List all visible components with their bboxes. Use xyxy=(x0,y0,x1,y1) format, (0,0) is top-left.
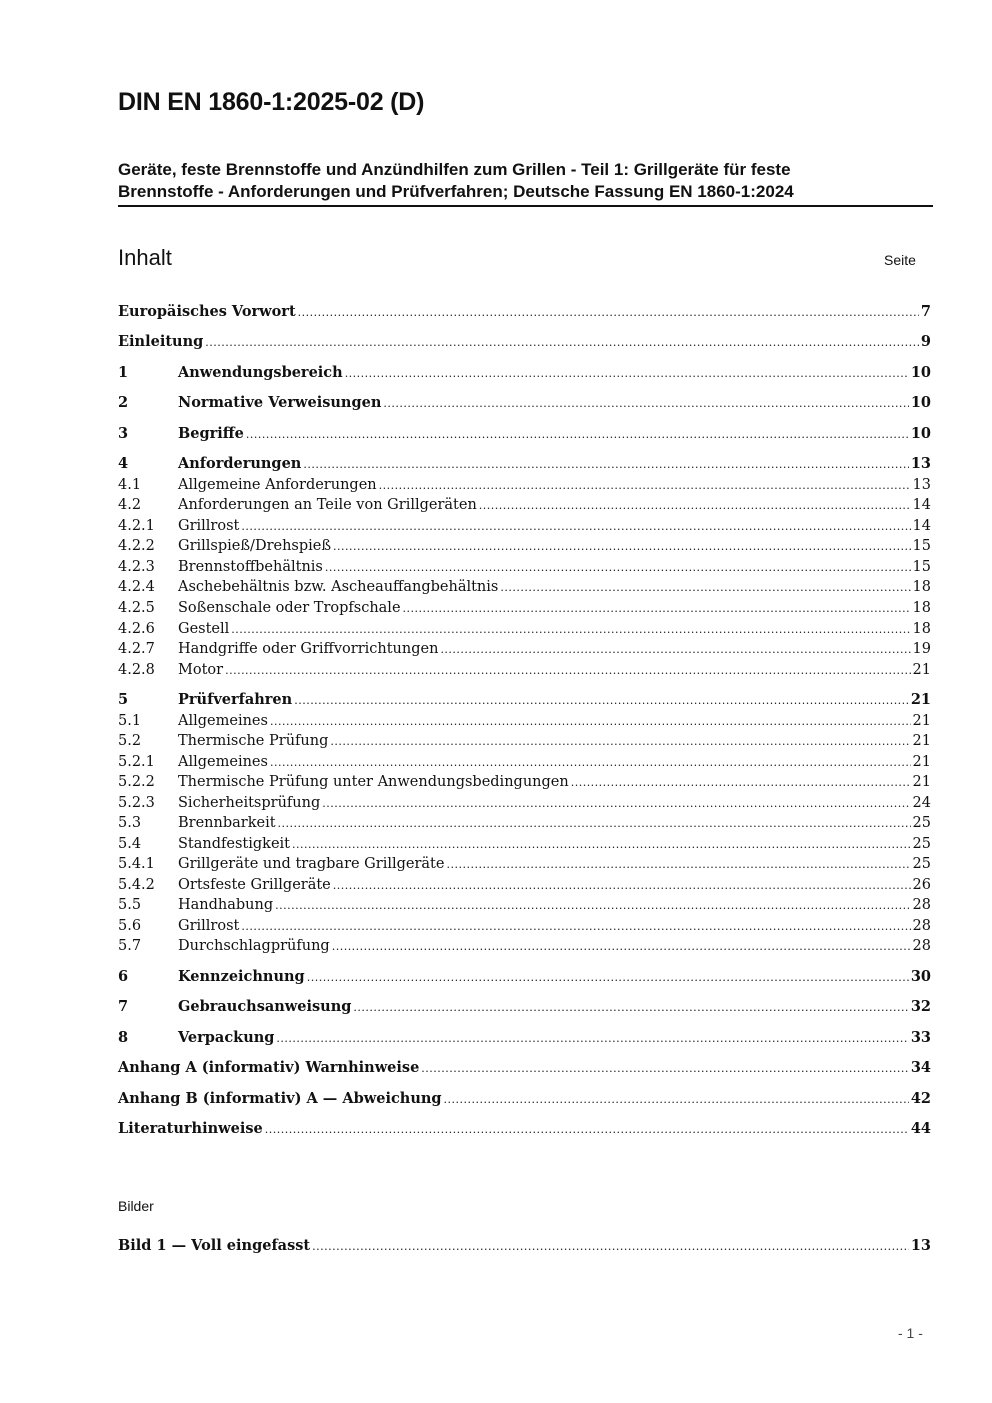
toc-entry-title: Thermische Prüfung xyxy=(178,733,329,749)
toc-entry-title: Anforderungen an Teile von Grillgeräten xyxy=(178,497,477,513)
toc-entry-page: 15 xyxy=(912,559,931,575)
toc-entry-page: 28 xyxy=(912,938,931,954)
toc-entry-page: 9 xyxy=(920,333,931,350)
toc-entry[interactable] xyxy=(118,1028,931,1048)
toc-entry-number: 1 xyxy=(118,364,129,381)
toc-entry-page: 33 xyxy=(910,1029,931,1046)
toc-entry[interactable] xyxy=(118,711,931,731)
toc-dot-leader xyxy=(500,578,910,598)
toc-entry[interactable] xyxy=(118,793,931,813)
toc-entry-title: Anforderungen xyxy=(178,455,302,472)
toc-entry-number: 5.5 xyxy=(118,897,142,913)
toc-entry[interactable] xyxy=(118,813,931,833)
toc-entry[interactable] xyxy=(118,495,931,515)
toc-entry-number: 5.4 xyxy=(118,836,142,852)
toc-dot-leader xyxy=(303,455,908,475)
toc-entry[interactable] xyxy=(118,997,931,1017)
toc-entry[interactable] xyxy=(118,875,931,895)
toc-entry-title: Gestell xyxy=(178,621,230,637)
toc-entry-page: 34 xyxy=(910,1059,931,1076)
toc-entry-page: 18 xyxy=(912,600,931,616)
toc-entry-page: 32 xyxy=(910,998,931,1015)
toc-entry-number: 5.4.2 xyxy=(118,877,155,893)
toc-entry-title: Grillgeräte und tragbare Grillgeräte xyxy=(178,856,445,872)
toc-entry[interactable] xyxy=(118,639,931,659)
toc-dot-leader xyxy=(278,814,911,834)
toc-entry-title: Allgemeines xyxy=(178,713,268,729)
toc-entry-page: 13 xyxy=(910,1237,931,1254)
toc-entry-title: Literaturhinweise xyxy=(118,1120,263,1137)
toc-entry-title: Grillrost xyxy=(178,518,240,534)
toc-entry[interactable] xyxy=(118,577,931,597)
toc-dot-leader xyxy=(446,855,910,875)
toc-entry[interactable] xyxy=(118,598,931,618)
toc-entry[interactable] xyxy=(118,752,931,772)
toc-dot-leader xyxy=(353,998,908,1018)
toc-dot-leader xyxy=(333,537,911,557)
toc-dot-leader xyxy=(275,896,910,916)
toc-dot-leader xyxy=(312,1237,909,1257)
toc-dot-leader xyxy=(421,1059,909,1079)
toc-entry-page: 21 xyxy=(912,733,931,749)
toc-entry[interactable] xyxy=(118,854,931,874)
toc-entry-number: 4.2.5 xyxy=(118,600,155,616)
toc-entry-title: Europäisches Vorwort xyxy=(118,303,296,320)
toc-entry-title: Ortsfeste Grillgeräte xyxy=(178,877,331,893)
toc-entry-page: 19 xyxy=(912,641,931,657)
toc-entry-page: 18 xyxy=(912,579,931,595)
toc-entry[interactable] xyxy=(118,424,931,444)
toc-dot-leader xyxy=(241,917,910,937)
toc-entry-title: Handhabung xyxy=(178,897,274,913)
toc-entry-page: 13 xyxy=(910,455,931,472)
toc-entry[interactable] xyxy=(118,967,931,987)
toc-dot-leader xyxy=(246,425,909,445)
toc-entry-title: Handgriffe oder Griffvorrichtungen xyxy=(178,641,439,657)
toc-dot-leader xyxy=(265,1120,909,1140)
toc-dot-leader xyxy=(479,496,911,516)
toc-dot-leader xyxy=(325,558,911,578)
toc-dot-leader xyxy=(298,303,919,323)
toc-entry-number: 5.3 xyxy=(118,815,142,831)
toc-entry-title: Anhang B (informativ) A — Abweichung xyxy=(118,1090,442,1107)
toc-entry-page: 13 xyxy=(912,477,931,493)
toc-entry[interactable] xyxy=(118,332,931,352)
toc-dot-leader xyxy=(292,835,911,855)
toc-entry-number: 4.2.6 xyxy=(118,621,155,637)
toc-entry-number: 4.1 xyxy=(118,477,142,493)
toc-entry-number: 5.2.2 xyxy=(118,774,155,790)
toc-entry-number: 3 xyxy=(118,425,129,442)
subtitle-line-1: Geräte, feste Brennstoffe und Anzündhilfen zum Grillen - Teil 1: Grillgeräte für feste xyxy=(118,160,791,179)
toc-entry-number: 4.2.7 xyxy=(118,641,155,657)
toc-entry-title: Grillspieß/Drehspieß xyxy=(178,538,332,554)
toc-entry-number: 4.2.3 xyxy=(118,559,155,575)
toc-entry[interactable] xyxy=(118,660,931,680)
toc-heading: Inhalt xyxy=(118,245,172,270)
toc-entry-page: 14 xyxy=(912,518,931,534)
toc-entry-page: 42 xyxy=(910,1090,931,1107)
document-subtitle xyxy=(118,159,933,207)
toc-dot-leader xyxy=(276,1029,908,1049)
toc-entry[interactable] xyxy=(118,772,931,792)
toc-entry-page: 30 xyxy=(910,968,931,985)
toc-entry[interactable] xyxy=(118,393,931,413)
toc-dot-leader xyxy=(333,876,911,896)
toc-entry-page: 21 xyxy=(912,662,931,678)
toc-dot-leader xyxy=(332,937,911,957)
toc-entry-page: 21 xyxy=(910,691,931,708)
toc-entry[interactable] xyxy=(118,536,931,556)
toc-entry-number: 5.4.1 xyxy=(118,856,155,872)
toc-entry[interactable] xyxy=(118,834,931,854)
toc-entry-page: 28 xyxy=(912,918,931,934)
toc-entry[interactable] xyxy=(118,731,931,751)
toc-dot-leader xyxy=(307,968,909,988)
toc-dot-leader xyxy=(205,333,919,353)
toc-entry-page: 10 xyxy=(910,364,931,381)
toc-entry[interactable] xyxy=(118,1089,931,1109)
toc-entry-number: 8 xyxy=(118,1029,129,1046)
toc-entry[interactable] xyxy=(118,895,931,915)
toc-entry-title: Thermische Prüfung unter Anwendungsbedingungen xyxy=(178,774,569,790)
toc-dot-leader xyxy=(403,599,911,619)
toc-entry[interactable] xyxy=(118,690,931,710)
toc-entry[interactable] xyxy=(118,1058,931,1078)
toc-entry-title: Allgemeines xyxy=(178,754,268,770)
toc-entry[interactable] xyxy=(118,557,931,577)
toc-entry-title: Motor xyxy=(178,662,224,678)
toc-entry-title: Soßenschale oder Tropfschale xyxy=(178,600,401,616)
toc-entry-title: Anhang A (informativ) Warnhinweise xyxy=(118,1059,420,1076)
toc-entry-page: 14 xyxy=(912,497,931,513)
toc-dot-leader xyxy=(294,691,909,711)
toc-entry-number: 5.7 xyxy=(118,938,142,954)
toc-dot-leader xyxy=(270,753,911,773)
toc-entry-number: 5.2.3 xyxy=(118,795,155,811)
toc-entry-title: Durchschlagprüfung xyxy=(178,938,330,954)
toc-entry[interactable] xyxy=(118,1119,931,1139)
toc-entry[interactable] xyxy=(118,916,931,936)
document-title: DIN EN 1860-1:2025-02 (D) xyxy=(118,88,425,116)
toc-page-column-heading: Seite xyxy=(884,252,916,268)
toc-dot-leader xyxy=(379,476,911,496)
toc-entry-page: 44 xyxy=(910,1120,931,1137)
toc-entry-title: Allgemeine Anforderungen xyxy=(178,477,377,493)
toc-entry-page: 28 xyxy=(912,897,931,913)
toc-entry-title: Brennstoffbehältnis xyxy=(178,559,323,575)
toc-entry-page: 10 xyxy=(910,394,931,411)
toc-entry-number: 7 xyxy=(118,998,129,1015)
toc-entry[interactable] xyxy=(118,302,931,322)
toc-entry-title: Grillrost xyxy=(178,918,240,934)
figures-heading: Bilder xyxy=(118,1198,154,1214)
toc-entry-number: 5.6 xyxy=(118,918,142,934)
toc-entry-number: 5.1 xyxy=(118,713,142,729)
toc-entry-page: 25 xyxy=(912,815,931,831)
toc-entry-title: Einleitung xyxy=(118,333,204,350)
toc-dot-leader xyxy=(440,640,910,660)
toc-entry-number: 4.2 xyxy=(118,497,142,513)
toc-dot-leader xyxy=(322,794,910,814)
toc-entry-title: Normative Verweisungen xyxy=(178,394,382,411)
toc-entry-number: 4.2.4 xyxy=(118,579,155,595)
toc-dot-leader xyxy=(571,773,911,793)
toc-entry[interactable] xyxy=(118,619,931,639)
toc-entry-title: Sicherheitsprüfung xyxy=(178,795,321,811)
subtitle-line-2: Brennstoffe - Anforderungen und Prüfverfahren; Deutsche Fassung EN 1860-1:2024 xyxy=(118,182,794,201)
toc-entry-number: 4 xyxy=(118,455,129,472)
toc-dot-leader xyxy=(225,661,910,681)
toc-entry-title: Begriffe xyxy=(178,425,244,442)
toc-entry-title: Verpackung xyxy=(178,1029,275,1046)
toc-entry[interactable] xyxy=(118,475,931,495)
toc-entry-title: Prüfverfahren xyxy=(178,691,293,708)
toc-entry-title: Brennbarkeit xyxy=(178,815,276,831)
toc-dot-leader xyxy=(444,1090,909,1110)
toc-entry-page: 18 xyxy=(912,621,931,637)
toc-dot-leader xyxy=(231,620,910,640)
toc-entry-page: 25 xyxy=(912,856,931,872)
toc-entry-page: 7 xyxy=(920,303,931,320)
toc-entry-title: Standfestigkeit xyxy=(178,836,290,852)
toc-entry-number: 5.2.1 xyxy=(118,754,155,770)
toc-entry-page: 24 xyxy=(912,795,931,811)
toc-entry-title: Aschebehältnis bzw. Ascheauffangbehältnis xyxy=(178,579,499,595)
toc-dot-leader xyxy=(345,364,909,384)
toc-entry-page: 21 xyxy=(912,713,931,729)
toc-entry-title: Bild 1 — Voll eingefasst xyxy=(118,1237,311,1254)
toc-entry[interactable] xyxy=(118,516,931,536)
toc-entry[interactable] xyxy=(118,454,931,474)
toc-dot-leader xyxy=(241,517,910,537)
toc-entry-number: 5.2 xyxy=(118,733,142,749)
toc-entry-number: 5 xyxy=(118,691,129,708)
toc-entry-number: 4.2.2 xyxy=(118,538,155,554)
toc-entry-page: 21 xyxy=(912,754,931,770)
toc-entry-number: 4.2.1 xyxy=(118,518,155,534)
toc-entry-page: 15 xyxy=(912,538,931,554)
toc-entry[interactable] xyxy=(118,936,931,956)
toc-dot-leader xyxy=(270,712,911,732)
toc-entry-page: 10 xyxy=(910,425,931,442)
toc-entry-title: Kennzeichnung xyxy=(178,968,305,985)
page-number-footer: - 1 - xyxy=(898,1325,923,1341)
toc-dot-leader xyxy=(383,394,908,414)
toc-entry-page: 26 xyxy=(912,877,931,893)
toc-entry[interactable] xyxy=(118,363,931,383)
toc-entry-title: Gebrauchsanweisung xyxy=(178,998,352,1015)
toc-entry-page: 21 xyxy=(912,774,931,790)
toc-entry[interactable] xyxy=(118,1236,931,1256)
toc-entry-number: 2 xyxy=(118,394,129,411)
toc-entry-title: Anwendungsbereich xyxy=(178,364,343,381)
toc-entry-number: 4.2.8 xyxy=(118,662,155,678)
toc-dot-leader xyxy=(330,732,910,752)
toc-entry-number: 6 xyxy=(118,968,129,985)
toc-entry-page: 25 xyxy=(912,836,931,852)
